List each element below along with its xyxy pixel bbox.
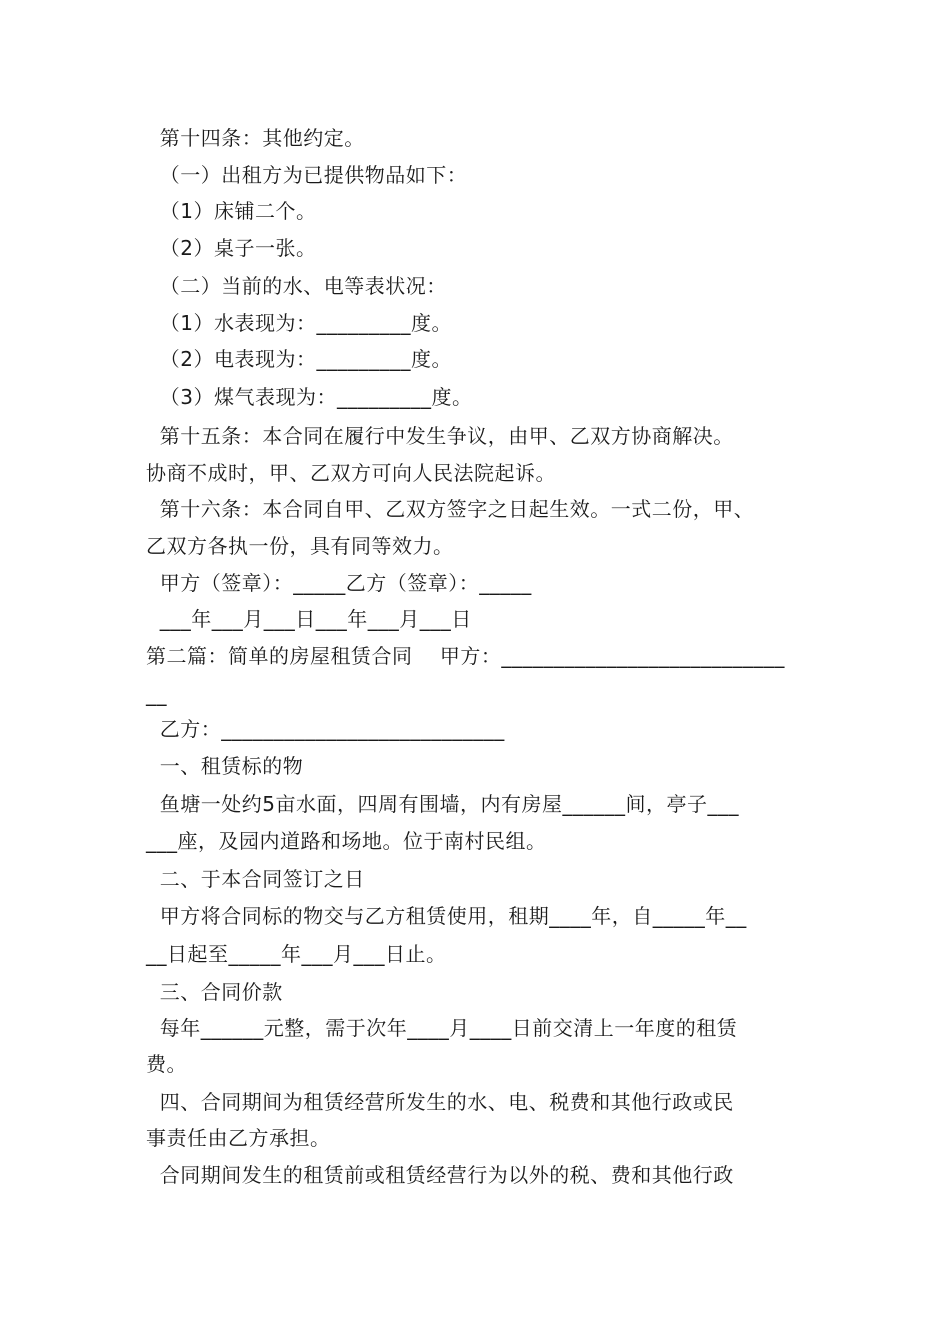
text-line: 甲方（签章）：_____乙方（签章）：_____ — [146, 571, 532, 595]
text-line: 第十六条：本合同自甲、乙双方签字之日起生效。一式二份，甲、 — [146, 497, 755, 521]
text-line: （1）水表现为：_________度。 — [146, 311, 452, 335]
text-line: ___座，及园内道路和场地。位于南村民组。 — [146, 829, 547, 853]
text-line: 第十五条：本合同在履行中发生争议，由甲、乙双方协商解决。 — [146, 424, 734, 448]
text-line: 第二篇：简单的房屋租赁合同 甲方：___________________________ — [146, 644, 785, 668]
text-line: 甲方将合同标的物交与乙方租赁使用，租期____年，自_____年__ — [146, 904, 747, 928]
text-line: __ — [146, 682, 167, 706]
text-line: （二）当前的水、电等表状况： — [146, 274, 447, 298]
text-line: 第十四条：其他约定。 — [146, 126, 365, 150]
text-line: 事责任由乙方承担。 — [146, 1126, 331, 1150]
text-line: （3）煤气表现为：_________度。 — [146, 385, 473, 409]
text-line: 费。 — [146, 1052, 187, 1076]
text-line: 鱼塘一处约5亩水面，四周有围墙，内有房屋______间，亭子___ — [146, 792, 739, 816]
text-line: （一）出租方为已提供物品如下： — [146, 163, 468, 187]
text-line: __日起至_____年___月___日止。 — [146, 942, 447, 966]
text-line: 乙方：___________________________ — [146, 717, 505, 741]
text-line: （2）电表现为：_________度。 — [146, 347, 452, 371]
text-line: 合同期间发生的租赁前或租赁经营行为以外的税、费和其他行政 — [146, 1163, 734, 1187]
text-line: 乙双方各执一份，具有同等效力。 — [146, 534, 454, 558]
text-line: ___年___月___日___年___月___日 — [146, 607, 472, 631]
text-line: 协商不成时，甲、乙双方可向人民法院起诉。 — [146, 461, 556, 485]
text-line: 四、合同期间为租赁经营所发生的水、电、税费和其他行政或民 — [146, 1090, 734, 1114]
text-line: （2）桌子一张。 — [146, 236, 317, 260]
text-line: 二、于本合同签订之日 — [146, 867, 365, 891]
text-line: 三、合同价款 — [146, 980, 283, 1004]
text-line: 一、租赁标的物 — [146, 754, 304, 778]
text-line: （1）床铺二个。 — [146, 199, 317, 223]
text-line: 每年______元整，需于次年____月____日前交清上一年度的租赁 — [146, 1016, 738, 1040]
